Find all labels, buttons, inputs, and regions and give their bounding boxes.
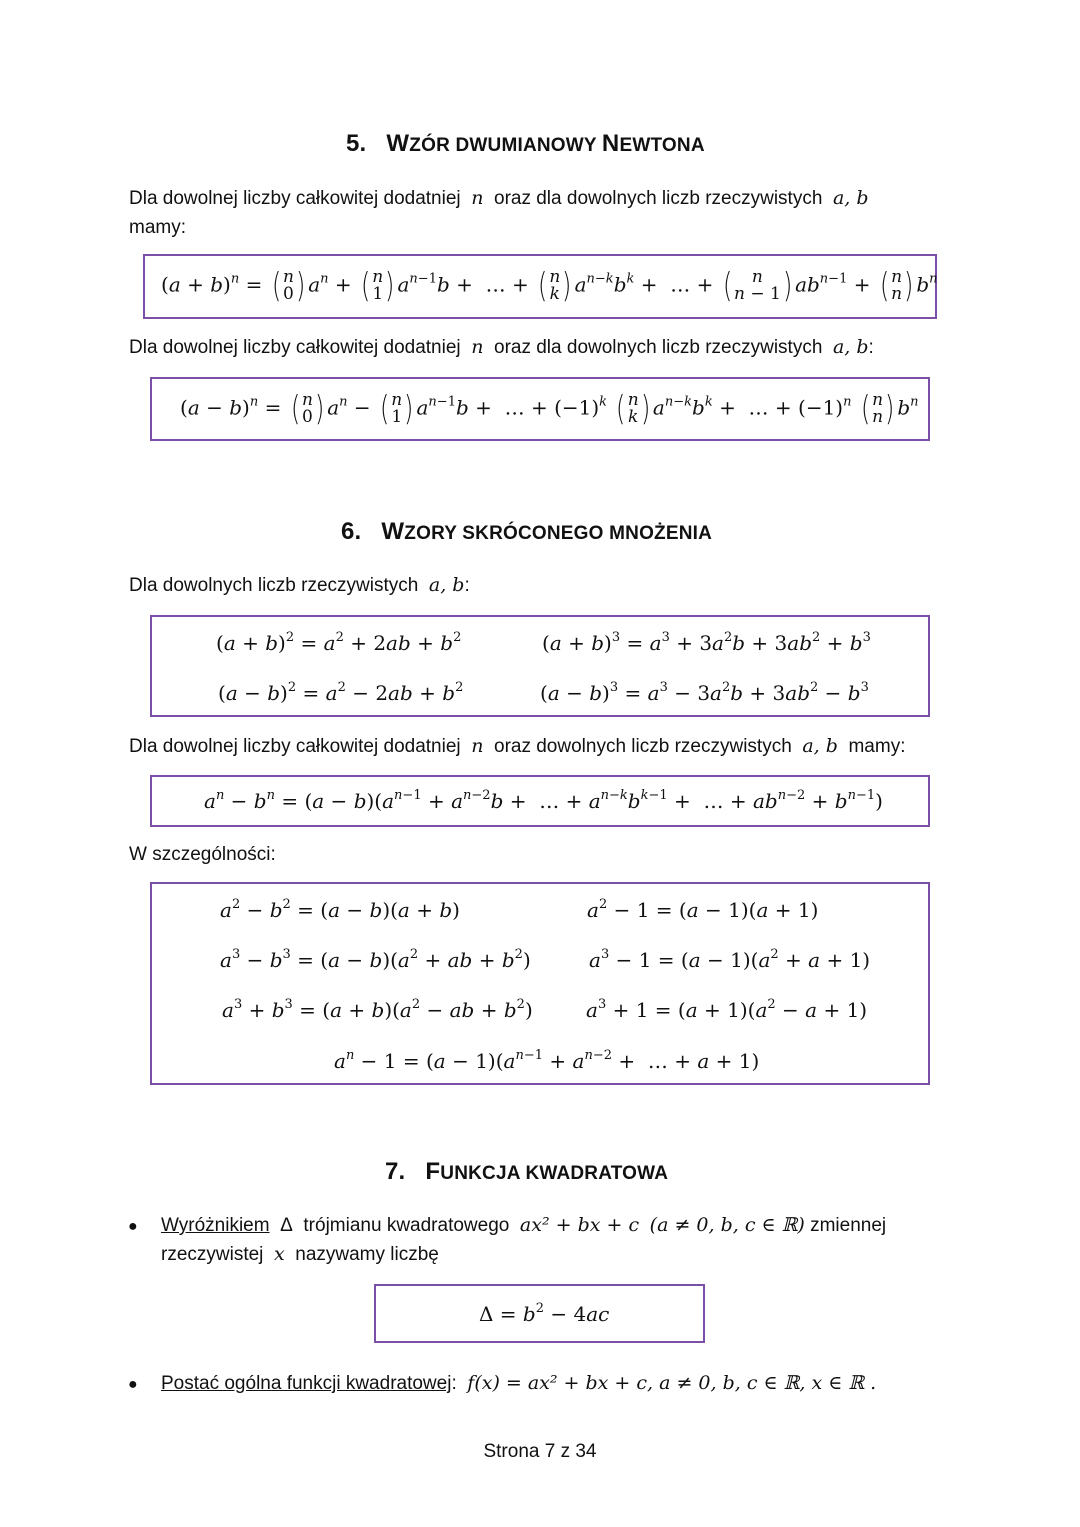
bullet-icon: ● <box>128 1218 138 1235</box>
formula-square-diff: $(a - b)^2 = a^2 - 2ab + b^2$ <box>218 680 464 705</box>
term-postac-ogolna: Postać ogólna funkcji kwadratowej <box>161 1373 452 1394</box>
heading-rest: ZÓR DWUMIANOWY <box>409 135 602 156</box>
definition-text: trójmianu kwadratowego <box>303 1215 510 1236</box>
vars-ab: a, b <box>802 735 838 757</box>
section-number: 5. <box>346 130 367 157</box>
var-x: x <box>273 1243 285 1265</box>
section-number: 6. <box>341 518 362 545</box>
definition-line2: rzeczywistej <box>161 1244 264 1265</box>
general-form-expr: f(x) = ax² + bx + c, a ≠ 0, b, c ∈ ℝ, x ∈ ℝ . <box>467 1372 877 1394</box>
formula-sum-cubes: $a^3 + b^3 = (a + b)(a^2$ − ab + $b^2$) <box>222 997 533 1022</box>
intro-text-mid: oraz dla dowolnych liczb rzeczywistych <box>494 188 823 209</box>
binomial-minus-formula: $(a - b)^n$ = ( n 0 ) $a^n$ − ( n 1 ) $a^{n-1}b$ + … + $(-1)^k$ ( n k ) $a^{n-k}b^k$ + … + $(-1)^n$ ( n n ) $b^n$ <box>180 389 919 429</box>
heading-rest: UNKCJA KWADRATOWA <box>440 1163 669 1184</box>
vars-ab: a, b <box>428 574 465 596</box>
var-n: n <box>471 187 484 209</box>
formula-an-minus-1: $a^n - 1 = (a - 1)(a^{n-1} + a^{n-2}$ + … + a + 1) <box>334 1048 760 1073</box>
short-multiplication-box <box>150 615 930 717</box>
section-5-heading <box>346 130 705 158</box>
intro-text-mid: oraz dowolnych liczb rzeczywistych <box>494 736 792 757</box>
vars-ab: a, b <box>832 336 869 358</box>
heading-initial: F <box>425 1158 441 1185</box>
formula-cube-diff: $(a - b)^3 = a^3 - 3a^2b + 3ab^2 - b^3$ <box>540 680 869 705</box>
formula-diff-squares: $a^2 - b^2 = (a - b)(a + b)$ <box>220 897 460 922</box>
discriminant-formula: $\Delta = b^2 - 4ac$ <box>479 1301 610 1326</box>
section-number: 7. <box>385 1158 406 1185</box>
special-cases-label: W szczególności: <box>129 844 276 865</box>
colon: : <box>868 337 874 358</box>
formula-diff-cubes: $a^3 - b^3 = (a - b)(a^2$ + ab + $b^2$) <box>220 947 531 972</box>
heading-initial: W <box>386 130 410 157</box>
section-5-intro <box>129 184 869 242</box>
trinomial-condition: (a ≠ 0, b, c ∈ ℝ) <box>649 1214 805 1236</box>
delta-symbol: Δ <box>280 1215 293 1236</box>
binomial-formula-box <box>143 254 937 319</box>
heading-rest: ZORY SKRÓCONEGO MNOŻENIA <box>404 523 713 544</box>
intro-text: Dla dowolnej liczby całkowitej dodatniej <box>129 188 461 209</box>
difference-of-powers-formula: $a^n - b^n = (a - b)(a^{n-1} + a^{n-2}b$ + … + $a^{n-k}b^{k-1}$ + … + $ab^{n-2} + b^{n-1}$) <box>204 788 883 813</box>
difference-of-powers-box <box>150 775 930 827</box>
formula-a3-minus-1: $a^3 - 1 = (a - 1)(a^2 + a + 1)$ <box>589 947 871 972</box>
section-6-heading <box>341 518 712 546</box>
section-6-intro-2 <box>129 732 905 761</box>
intro-text-post: mamy: <box>848 736 906 757</box>
formula-a3-plus-1: $a^3 + 1 = (a + 1)(a^2 - a + 1)$ <box>586 997 868 1022</box>
intro-text-mid: oraz dla dowolnych liczb rzeczywistych <box>494 337 823 358</box>
vars-ab: a, b <box>832 187 869 209</box>
discriminant-definition <box>161 1211 886 1269</box>
intro-text: Dla dowolnej liczby całkowitej dodatniej <box>129 337 461 358</box>
heading-rest-2: EWTONA <box>619 135 705 156</box>
binomial-minus-formula-box <box>150 377 930 441</box>
definition-text-2: zmiennej <box>810 1215 887 1236</box>
term-wyroznik: Wyróżnikiem <box>161 1215 270 1236</box>
definition-line2-post: nazywamy liczbę <box>295 1244 439 1265</box>
general-form-definition <box>161 1369 876 1398</box>
page-footer: Strona 7 z 34 <box>483 1441 597 1462</box>
intro-line2: mamy: <box>129 217 186 238</box>
colon: : <box>464 575 470 596</box>
var-n: n <box>471 735 484 757</box>
formula-square-sum: $(a + b)^2 = a^2 + 2ab + b^2$ <box>216 630 462 655</box>
intro-text: Dla dowolnych liczb rzeczywistych <box>129 575 419 596</box>
heading-initial: W <box>381 518 405 545</box>
section-5-intro-2 <box>129 333 874 362</box>
special-cases-box <box>150 882 930 1085</box>
bullet-general-form <box>128 1369 138 1399</box>
section-6-intro <box>129 571 470 600</box>
bullet-icon: ● <box>128 1376 138 1393</box>
heading-initial-2: N <box>601 130 620 157</box>
var-n: n <box>471 336 484 358</box>
colon: : <box>451 1373 457 1394</box>
trinomial-expr: ax² + bx + c <box>519 1214 640 1236</box>
bullet-discriminant <box>128 1211 138 1241</box>
binomial-plus-formula: $(a + b)^n$ = ( n 0 ) $a^n$ + ( n 1 ) $a^{n-1}b$ + … + ( n k ) $a^{n-k}b^k$ + … + ( n n − 1 ) $ab^{n-1}$ + ( n n ) $b^n$ <box>161 266 938 306</box>
discriminant-box <box>374 1284 705 1343</box>
intro-text: Dla dowolnej liczby całkowitej dodatniej <box>129 736 461 757</box>
formula-cube-sum: $(a + b)^3 = a^3 + 3a^2b + 3ab^2 + b^3$ <box>542 630 871 655</box>
section-7-heading <box>385 1158 668 1186</box>
formula-a2-minus-1: $a^2 - 1 = (a - 1)(a + 1)$ <box>587 897 819 922</box>
